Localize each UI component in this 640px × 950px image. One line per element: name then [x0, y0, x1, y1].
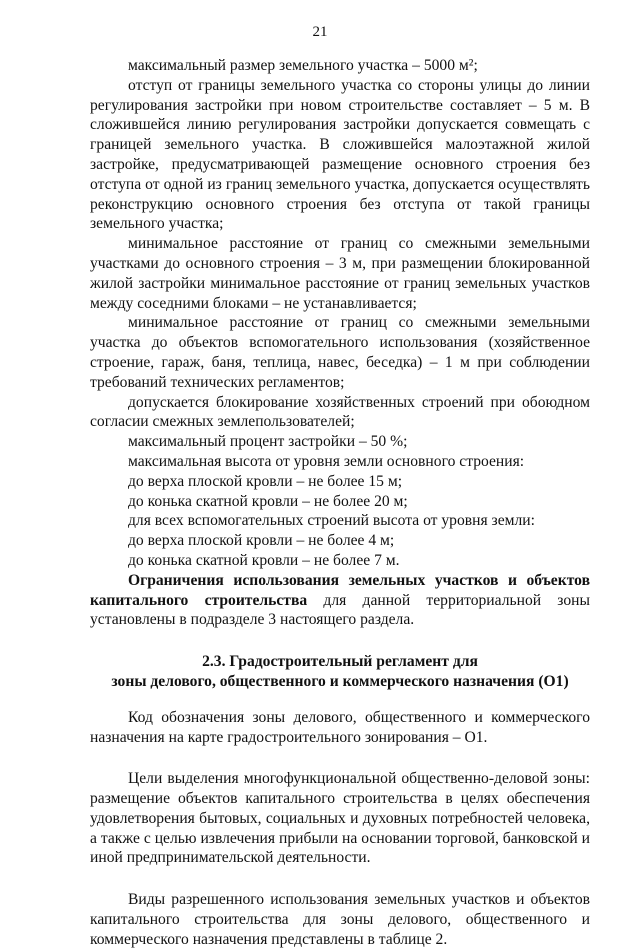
section-heading — [90, 652, 590, 692]
paragraph: отступ от границы земельного участка со стороны улицы до линии регулирования застройки при новом строительстве составляет – 5 м. В сложившейся линию регулирования застройки допускается совмещать с границей земельного участка. В сложившейся малоэтажной жилой застройке, предусматривающей размещение основного строения без отступа от одной из границ земельного участка, допускается осуществлять реконструкцию основного строения без отступа от такой границы земельного участка; — [90, 76, 590, 233]
paragraph: максимальный процент застройки – 50 %; — [128, 433, 408, 451]
paragraph: допускается блокирование хозяйственных строений при обоюдном согласии смежных землепользователей; — [90, 393, 590, 431]
paragraph: максимальный размер земельного участка – 5000 м²; — [128, 57, 478, 74]
paragraph: до конька скатной кровли – не более 20 м; — [128, 492, 408, 510]
restrictions-paragraph — [90, 571, 590, 630]
paragraph: для всех вспомогательных строений высота от уровня земли: — [128, 512, 535, 530]
paragraph: минимальное расстояние от границ со смежными земельными участка до объектов вспомогательного использования (хозяйственное строение, гараж, баня, теплица, навес, беседка) – 1 м при соблюдении требований технических регламентов; — [90, 314, 590, 391]
restrictions-bold-text: Ограничения использования земельных участков и объектов капитального строительства — [90, 571, 590, 609]
regulation-list — [90, 56, 590, 571]
paragraph: минимальное расстояние от границ со смежными земельными участками до основного строения – 3 м, при размещении блокированной жилой застройки минимальное расстояние от границ земельных участков между соседними блоками – не устанавливается; — [90, 235, 590, 312]
paragraph: Код обозначения зоны делового, общественного и коммерческого назначения на карте градостроительного зонирования – О1. — [90, 708, 590, 746]
section-heading-line-1: 2.3. Градостроительный регламент для — [202, 653, 478, 671]
paragraph: Виды разрешенного использования земельных участков и объектов капитального строительства для зоны делового, общественного и коммерческого назначения представлены в таблице 2. — [90, 891, 590, 948]
paragraph: до верха плоской кровли – не более 4 м; — [128, 532, 395, 550]
section-heading-line-2: зоны делового, общественного и коммерческого назначения (О1) — [111, 672, 569, 690]
paragraph: до конька скатной кровли – не более 7 м. — [128, 551, 400, 569]
zone-description — [90, 708, 590, 950]
page-content — [90, 56, 590, 950]
paragraph: Цели выделения многофункциональной общественно-деловой зоны: размещение объектов капитального строительства в целях обеспечения удовлетворения бытовых, социальных и духовных потребностей человека, а также с целью извлечения прибыли на основании торговой, банковской и иной предпринимательской деятельности. — [90, 770, 590, 867]
paragraph: максимальная высота от уровня земли основного строения: — [128, 452, 525, 470]
paragraph: до верха плоской кровли – не более 15 м; — [128, 472, 403, 490]
restrictions-text: для данной территориальной зоны установлены в подразделе 3 настоящего раздела. — [90, 591, 590, 629]
page-number: 21 — [312, 24, 328, 40]
